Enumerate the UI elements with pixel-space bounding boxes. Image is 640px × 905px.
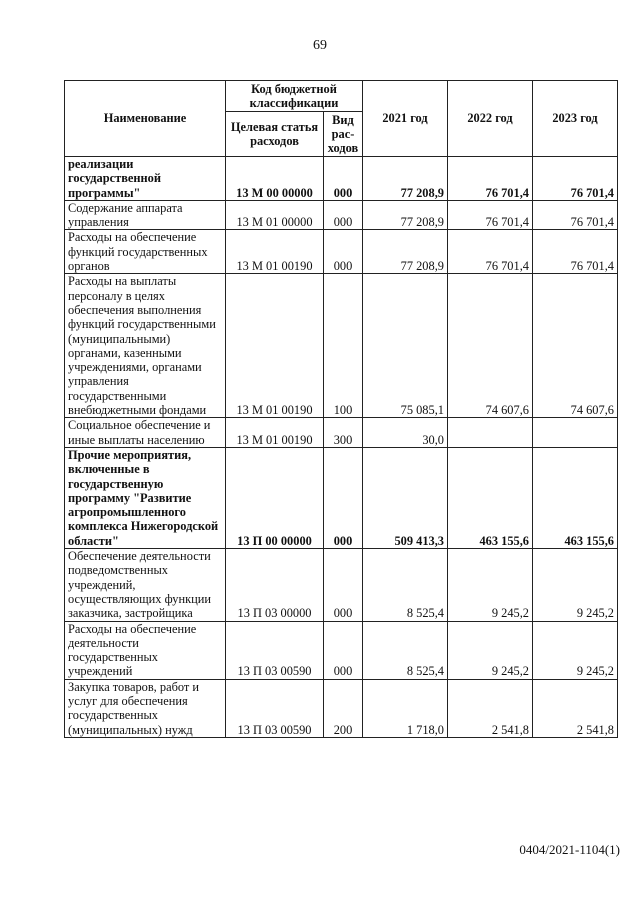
row-value-2022: 463 155,6	[448, 447, 533, 548]
row-expense-kind: 000	[324, 549, 363, 621]
row-value-2021: 8 525,4	[363, 549, 448, 621]
table-body	[65, 157, 618, 738]
row-value-2022: 9 245,2	[448, 549, 533, 621]
row-name: Прочие мероприятия, включенные в государственную программу "Развитие агропромышленного комплекса Нижегородской области"	[65, 447, 226, 548]
header-2021: 2021 год	[363, 81, 448, 157]
row-target-code: 13 П 03 00590	[226, 621, 324, 679]
row-value-2022: 74 607,6	[448, 274, 533, 418]
row-target-code: 13 М 01 00190	[226, 418, 324, 448]
row-value-2023: 76 701,4	[533, 157, 618, 201]
header-target: Целевая статья расходов	[226, 112, 324, 157]
row-value-2023: 9 245,2	[533, 621, 618, 679]
row-name: Социальное обеспечение и иные выплаты населению	[65, 418, 226, 448]
row-value-2023: 74 607,6	[533, 274, 618, 418]
row-value-2023: 9 245,2	[533, 549, 618, 621]
header-kind: Вид рас-ходов	[324, 112, 363, 157]
row-value-2022: 76 701,4	[448, 200, 533, 230]
row-value-2021: 75 085,1	[363, 274, 448, 418]
table-row	[65, 679, 618, 737]
row-value-2023	[533, 418, 618, 448]
page-number: 69	[313, 38, 327, 53]
row-name: Расходы на обеспечение функций государственных органов	[65, 230, 226, 274]
row-target-code: 13 М 01 00190	[226, 274, 324, 418]
header-code-group: Код бюджетной классификации	[226, 81, 363, 112]
table-row	[65, 274, 618, 418]
row-value-2021: 30,0	[363, 418, 448, 448]
table-row	[65, 230, 618, 274]
row-target-code: 13 М 01 00190	[226, 230, 324, 274]
row-expense-kind: 000	[324, 621, 363, 679]
row-name: реализации государственной программы"	[65, 157, 226, 201]
row-value-2022: 9 245,2	[448, 621, 533, 679]
row-name: Расходы на обеспечение деятельности государственных учреждений	[65, 621, 226, 679]
row-value-2021: 77 208,9	[363, 157, 448, 201]
row-value-2022: 76 701,4	[448, 230, 533, 274]
table-row	[65, 418, 618, 448]
row-value-2023: 76 701,4	[533, 200, 618, 230]
row-value-2021: 77 208,9	[363, 200, 448, 230]
row-value-2021: 77 208,9	[363, 230, 448, 274]
row-value-2021: 1 718,0	[363, 679, 448, 737]
row-expense-kind: 000	[324, 157, 363, 201]
row-name: Закупка товаров, работ и услуг для обеспечения государственных (муниципальных) нужд	[65, 679, 226, 737]
row-expense-kind: 100	[324, 274, 363, 418]
row-name: Расходы на выплаты персоналу в целях обеспечения выполнения функций государственными (муниципальными) органами, казенными учреждениями, органами управления государственными внебюджетными фондами	[65, 274, 226, 418]
row-target-code: 13 П 03 00000	[226, 549, 324, 621]
row-value-2022	[448, 418, 533, 448]
row-expense-kind: 000	[324, 200, 363, 230]
row-expense-kind: 200	[324, 679, 363, 737]
row-expense-kind: 000	[324, 230, 363, 274]
header-2022: 2022 год	[448, 81, 533, 157]
table-row	[65, 447, 618, 548]
row-value-2021: 509 413,3	[363, 447, 448, 548]
row-value-2021: 8 525,4	[363, 621, 448, 679]
row-value-2022: 2 541,8	[448, 679, 533, 737]
row-value-2023: 76 701,4	[533, 230, 618, 274]
table-row	[65, 200, 618, 230]
header-name: Наименование	[65, 81, 226, 157]
row-expense-kind: 000	[324, 447, 363, 548]
row-target-code: 13 М 00 00000	[226, 157, 324, 201]
table-row	[65, 549, 618, 621]
row-expense-kind: 300	[324, 418, 363, 448]
table-row	[65, 157, 618, 201]
row-value-2023: 463 155,6	[533, 447, 618, 548]
row-target-code: 13 П 00 00000	[226, 447, 324, 548]
row-name: Содержание аппарата управления	[65, 200, 226, 230]
document-code: 0404/2021-1104(1)	[519, 842, 620, 857]
row-value-2022: 76 701,4	[448, 157, 533, 201]
row-name: Обеспечение деятельности подведомственных учреждений, осуществляющих функции заказчика, застройщика	[65, 549, 226, 621]
budget-table	[64, 80, 618, 738]
table-row	[65, 621, 618, 679]
header-2023: 2023 год	[533, 81, 618, 157]
row-target-code: 13 М 01 00000	[226, 200, 324, 230]
row-target-code: 13 П 03 00590	[226, 679, 324, 737]
row-value-2023: 2 541,8	[533, 679, 618, 737]
